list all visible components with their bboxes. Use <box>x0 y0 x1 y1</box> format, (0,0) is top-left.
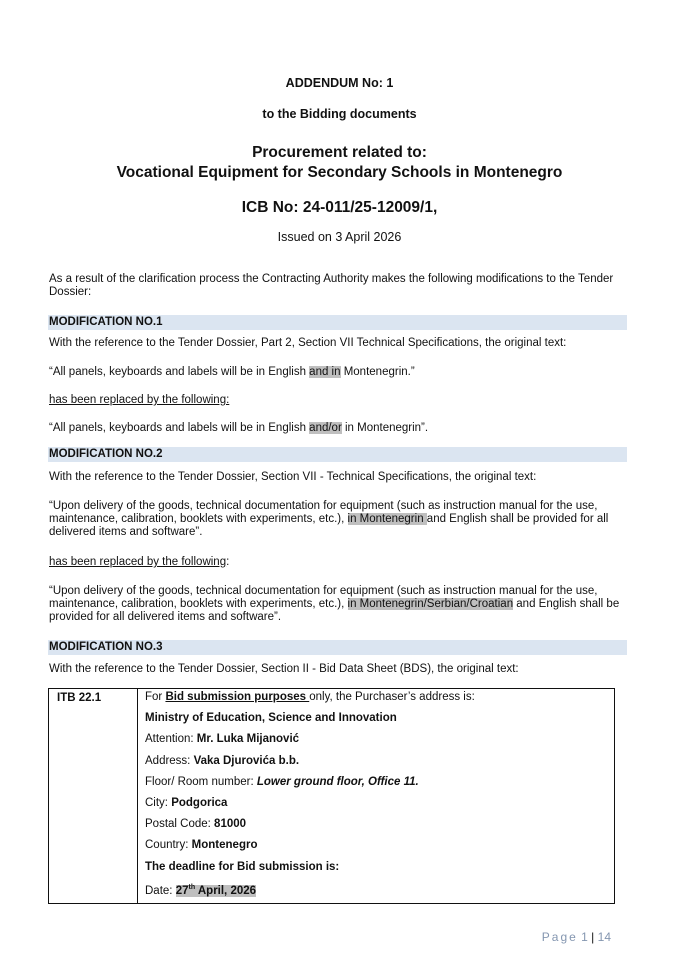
total-pages: 14 <box>597 930 611 944</box>
itb-table <box>48 688 615 904</box>
icb-number: ICB No: 24-011/25-12009/1, <box>241 199 438 216</box>
modification-1-original-text: “All panels, keyboards and labels will be in English and in Montenegrin.” <box>49 366 415 378</box>
postal-line: Postal Code: 81000 <box>145 818 247 831</box>
highlight: in Montenegrin <box>347 513 427 525</box>
modification-3-reference: With the reference to the Tender Dossier, Section II - Bid Data Sheet (BDS), the original text: <box>49 663 519 675</box>
page-label: Page <box>541 930 578 944</box>
highlight: 27th April, 2026 <box>175 883 257 897</box>
modification-1-reference: With the reference to the Tender Dossier, Part 2, Section VII Technical Specifications, the original text: <box>49 337 567 349</box>
replaced-label-1: has been replaced by the following: <box>49 394 230 406</box>
country-line: Country: Montenegro <box>145 839 258 852</box>
address-line: Address: Vaka Djurovića b.b. <box>145 754 300 767</box>
attention-line: Attention: Mr. Luka Mijanović <box>145 733 300 746</box>
ministry-line: Ministry of Education, Science and Innovation <box>145 712 397 725</box>
purpose-line: For Bid submission purposes only, the Purchaser’s address is: <box>145 691 475 703</box>
highlight: and/or <box>309 422 342 434</box>
highlight: in Montenegrin/Serbian/Croatian <box>347 598 514 610</box>
modification-2-original-text: “Upon delivery of the goods, technical documentation for equipment (such as instruction manual for the use, maintenance, calibration, booklets with experiments, etc.), in Montenegrin and English shall be provided for all delivered items and software”. <box>49 500 609 538</box>
procurement-title: Vocational Equipment for Secondary Schools in Montenegro <box>116 164 563 181</box>
city-line: City: Podgorica <box>145 796 228 809</box>
page-footer: Page 1 | 14 <box>541 930 611 944</box>
date-line: Date: 27th April, 2026 <box>145 883 257 897</box>
issued-date: Issued on 3 April 2026 <box>277 230 402 244</box>
modification-2-reference: With the reference to the Tender Dossier, Section VII - Technical Specifications, the original text: <box>49 471 537 483</box>
modification-2-new-text: “Upon delivery of the goods, technical documentation for equipment (such as instruction manual for the use, maintenance, calibration, booklets with experiments, etc.), in Montenegrin/Serbian/Croatian and English shall be provided for all delivered items and software”. <box>49 585 620 623</box>
floor-line: Floor/ Room number: Lower ground floor, Office 11. <box>145 775 419 788</box>
addendum-subtitle: to the Bidding documents <box>262 107 417 121</box>
modification-1-new-text: “All panels, keyboards and labels will be in English and/or in Montenegrin”. <box>49 422 429 434</box>
itb-details <box>138 689 615 904</box>
highlight: and in <box>309 366 341 378</box>
addendum-title: ADDENDUM No: 1 <box>285 76 394 90</box>
itb-code: ITB 22.1 <box>49 689 138 904</box>
intro-paragraph: As a result of the clarification process the Contracting Authority makes the following modifications to the Tender Dossier: <box>49 273 614 298</box>
current-page: 1 <box>581 930 588 944</box>
modification-1-heading: MODIFICATION NO.1 <box>48 315 627 330</box>
deadline-line: The deadline for Bid submission is: <box>145 860 340 873</box>
replaced-label-2: has been replaced by the following: <box>49 556 230 568</box>
modification-2-heading: MODIFICATION NO.2 <box>48 447 627 462</box>
modification-3-heading: MODIFICATION NO.3 <box>48 640 627 655</box>
procurement-label: Procurement related to: <box>252 144 427 161</box>
